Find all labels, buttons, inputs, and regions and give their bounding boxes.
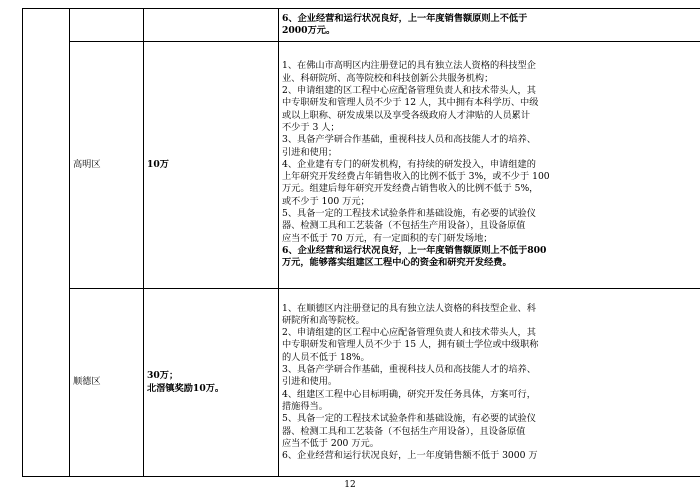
- requirement-line: 2、申请组建的区工程中心应配备管理负责人和技术带头人，其: [282, 327, 536, 339]
- policy-table-body: [23, 9, 700, 477]
- requirement-line: 5、具备一定的工程技术试验条件和基础设施，有必要的试验仪: [282, 413, 536, 425]
- requirement-line: 1、在佛山市高明区内注册登记的具有独立法人资格的科技型企: [282, 60, 536, 72]
- requirement-line: 研院所和高等院校。: [282, 314, 365, 326]
- requirements-cell: [279, 42, 700, 289]
- requirement-line: 引进和使用。: [282, 376, 338, 388]
- requirement-line: 措施得当。: [282, 400, 328, 412]
- table-row: [23, 9, 700, 42]
- requirement-line: 不少于 3 人；: [282, 121, 340, 133]
- table-row: [23, 289, 700, 477]
- requirement-line: 万元，能够落实组建区工程中心的资金和研究开发经费。: [282, 257, 512, 269]
- requirement-line: 6、企业经营和运行状况良好，上一年度销售额不低于 3000 万: [282, 450, 538, 462]
- district-label: 顺德区: [73, 376, 101, 388]
- requirement-line: 4、企业建有专门的研发机构，有持续的研发投入，申请组建的: [282, 158, 536, 170]
- requirements-cell: [279, 289, 700, 477]
- category-cell: [23, 9, 70, 477]
- policy-table: [22, 8, 700, 477]
- requirement-line: 5、具备一定的工程技术试验条件和基础设施，有必要的试验仪: [282, 208, 536, 220]
- district-cell: [70, 9, 144, 42]
- requirement-line: 业、科研院所、高等院校和科技创新公共服务机构；: [282, 72, 494, 84]
- requirement-line: 1、在顺德区内注册登记的具有独立法人资格的科技型企业、科: [282, 302, 536, 314]
- requirement-line: 的人员不低于 18%。: [282, 351, 370, 363]
- requirement-line: 应当不低于 200 万元。: [282, 437, 379, 449]
- amount-cell: [144, 42, 279, 289]
- requirement-line: 3、具备产学研合作基础，重视科技人员和高技能人才的培养、: [282, 364, 536, 376]
- requirement-line: 4、组建区工程中心目标明确，研究开发任务具体，方案可行，: [282, 388, 536, 400]
- amount-cell: [144, 9, 279, 42]
- requirement-line: 2000万元。: [282, 25, 336, 36]
- requirement-line: 器、检测工具和工艺装备（不包括生产用设备），且设备原值: [282, 425, 526, 437]
- requirement-line: 应当不低于 70 万元，有一定面积的专门研发场地；: [282, 232, 493, 244]
- district-cell: [70, 42, 144, 289]
- requirement-line: 上年研究开发经费占年销售收入的比例不低于 3%，或不少于 100: [282, 171, 550, 183]
- amount-line: 北滘镇奖励10万。: [147, 382, 225, 394]
- requirement-line: 或以上职称、研发成果以及享受各级政府人才津贴的人员累计: [282, 109, 531, 121]
- table-row: [23, 42, 700, 289]
- amount-cell: [144, 289, 279, 477]
- requirement-line: 2、申请组建的区工程中心应配备管理负责人和技术带头人，其: [282, 85, 536, 97]
- district-cell: [70, 289, 144, 477]
- district-label: 高明区: [73, 158, 101, 170]
- requirement-line: 3、具备产学研合作基础，重视科技人员和高技能人才的培养、: [282, 134, 536, 146]
- requirements-cell: [279, 9, 700, 42]
- requirement-line: 中专职研发和管理人员不少于 15 人，拥有硕士学位或中级职称: [282, 339, 539, 351]
- page-number: 12: [344, 480, 356, 490]
- amount-line: 10万: [147, 158, 169, 170]
- requirement-line: 引进和使用；: [282, 146, 338, 158]
- requirement-line: 万元。组建后每年研究开发经费占销售收入的比例不低于 5%，: [282, 183, 539, 195]
- requirement-line: 6、企业经营和运行状况良好，上一年度销售额原则上不低于: [282, 12, 528, 24]
- requirement-line: 或不少于 100 万元；: [282, 195, 370, 207]
- requirement-line: 中专职研发和管理人员不少于 12 人，其中拥有本科学历、中级: [282, 97, 539, 109]
- requirement-line: 器、检测工具和工艺装备（不包括生产用设备），且设备原值: [282, 220, 526, 232]
- amount-line: 30万；: [147, 370, 179, 382]
- requirement-line: 6、企业经营和运行状况良好，上一年度销售额原则上不低于800: [282, 244, 547, 256]
